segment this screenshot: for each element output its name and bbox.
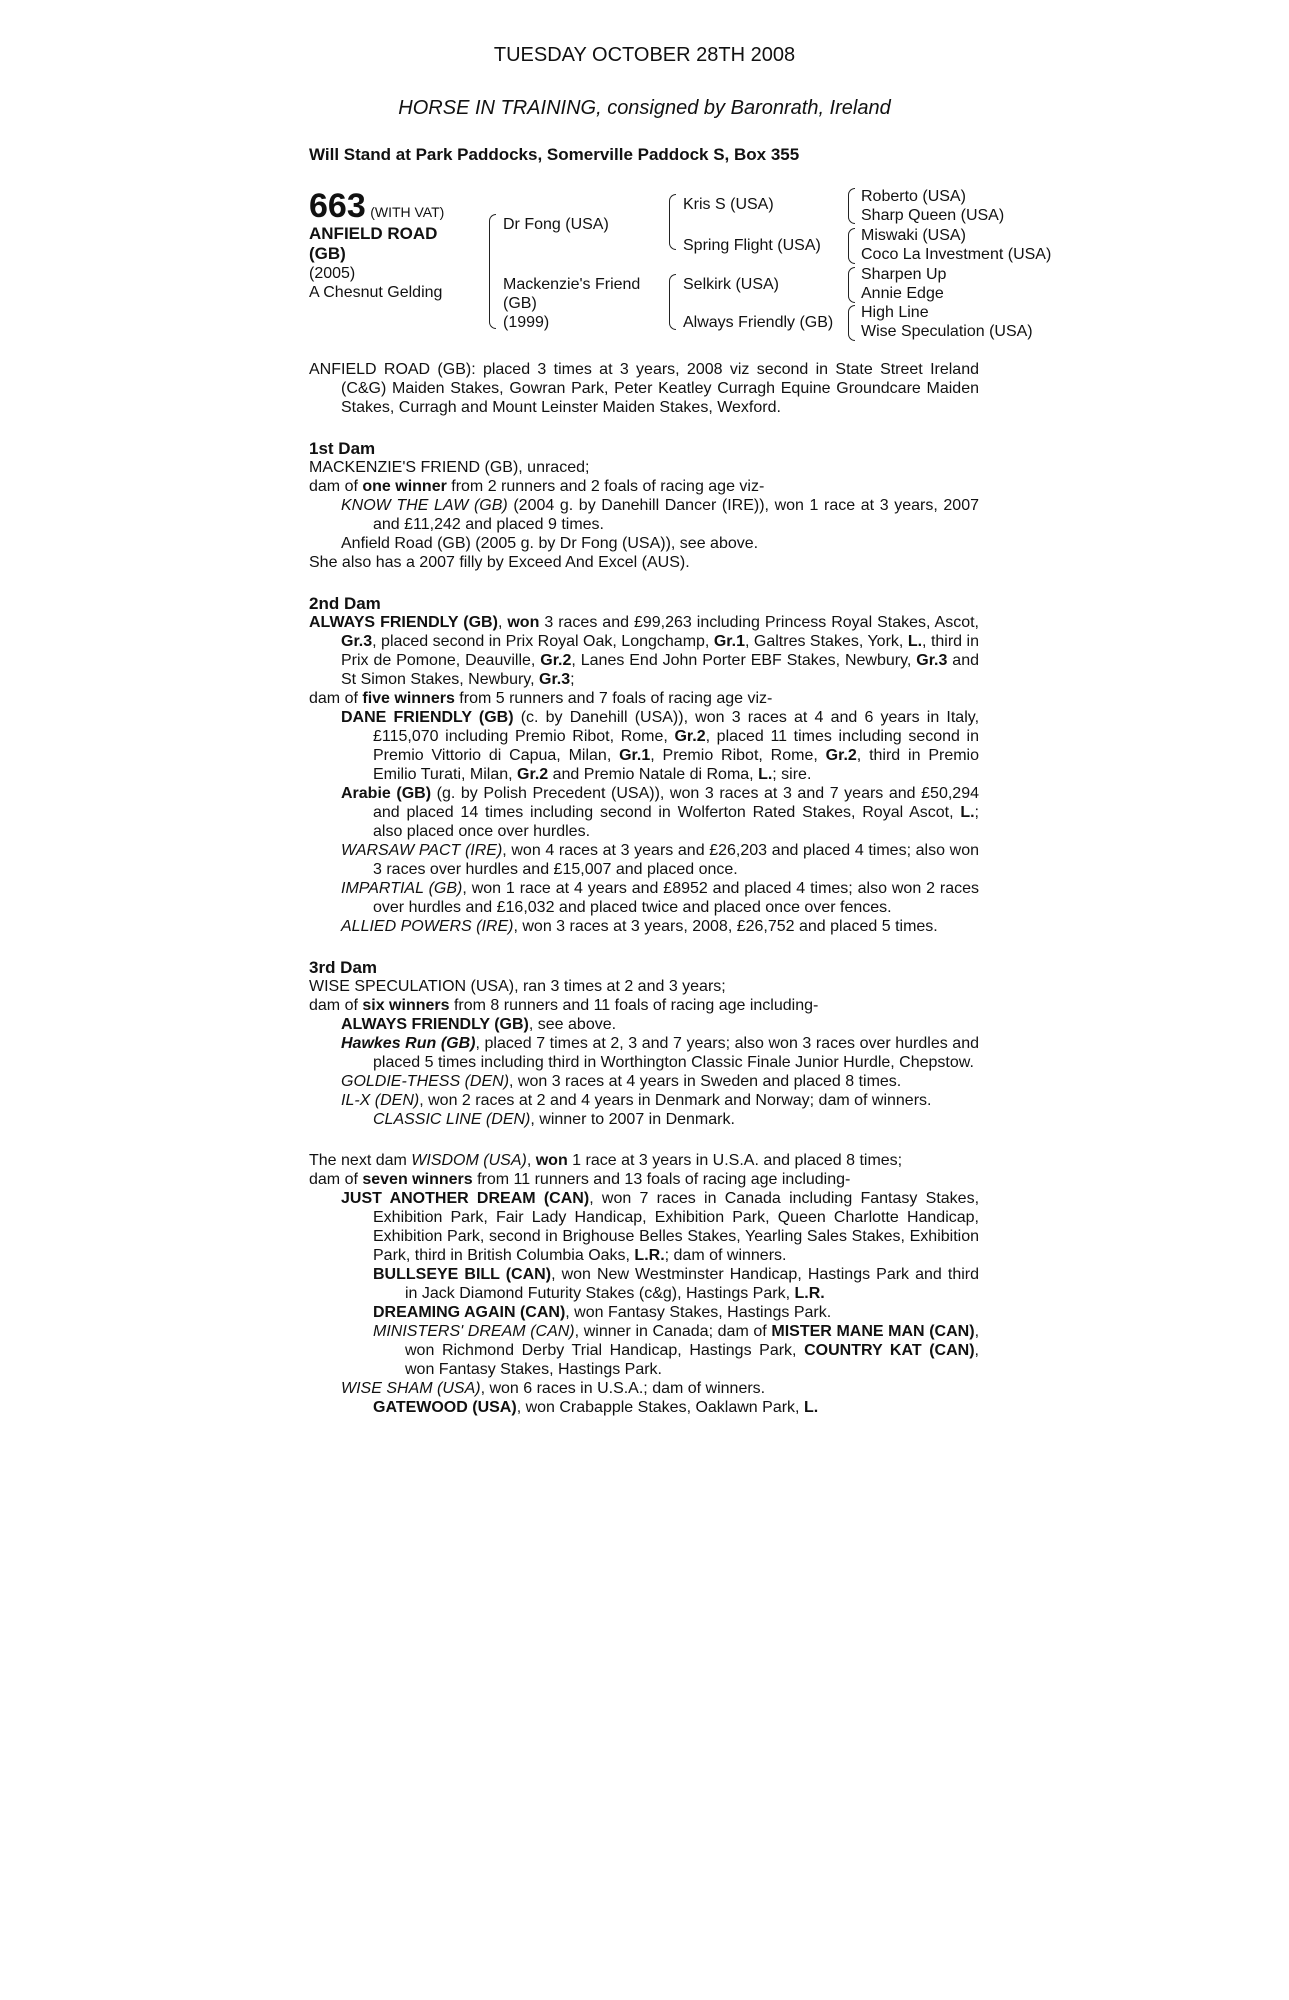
sale-date: TUESDAY OCTOBER 28TH 2008 bbox=[493, 44, 796, 66]
next-dam-section bbox=[309, 1151, 979, 1417]
pedigree-sire-dam: Spring Flight (USA) bbox=[683, 237, 821, 254]
third-dam-heading: 3rd Dam bbox=[309, 958, 378, 977]
produce-arabie: Arabie (GB) (g. by Polish Precedent (USA)), won 3 races at 3 and 7 years and £50,294 and placed 14 times including second in Wolferton Rated Stakes, Royal Ascot, L.; also placed once over hurdles. bbox=[341, 785, 979, 840]
first-dam-section bbox=[309, 439, 979, 572]
produce-ministers-dream: MINISTERS' DREAM (CAN), winner in Canada; dam of MISTER MANE MAN (CAN), won Richmond Derby Trial Handicap, Hastings Park, COUNTRY KAT (CAN), won Fantasy Stakes, Hastings Park. bbox=[373, 1323, 980, 1378]
produce-dreaming-again: DREAMING AGAIN (CAN), won Fantasy Stakes, Hastings Park. bbox=[373, 1304, 832, 1321]
pedigree-ddd: Wise Speculation (USA) bbox=[861, 323, 1033, 340]
third-dam-section bbox=[309, 958, 979, 1129]
foaling-year: (2005) bbox=[309, 265, 356, 282]
horse-description: A Chesnut Gelding bbox=[309, 284, 443, 301]
pedigree-brace-dam bbox=[669, 274, 676, 330]
pedigree-brace-sd bbox=[848, 228, 855, 264]
pedigree-sire: Dr Fong (USA) bbox=[503, 216, 609, 233]
produce-classic-line: CLASSIC LINE (DEN), winner to 2007 in Denmark. bbox=[373, 1111, 735, 1128]
pedigree-dam-line2: (GB) bbox=[503, 295, 537, 312]
pedigree-sss: Roberto (USA) bbox=[861, 188, 966, 205]
produce-allied-powers: ALLIED POWERS (IRE), won 3 races at 3 years, 2008, £26,752 and placed 5 times. bbox=[341, 918, 938, 935]
pedigree-dam-sire: Selkirk (USA) bbox=[683, 276, 780, 293]
lot-block bbox=[309, 188, 444, 302]
race-record-summary: ANFIELD ROAD (GB): placed 3 times at 3 years, 2008 viz second in State Street Ireland (C&G) Maiden Stakes, Gowran Park, Peter Keatley Curragh Equine Groundcare Maiden Stakes, Curragh and Mount Leinster Maiden Stakes, Wexford. bbox=[309, 361, 979, 416]
pedigree-brace-main bbox=[489, 214, 496, 329]
pedigree-dam-dam: Always Friendly (GB) bbox=[683, 314, 834, 331]
pedigree-dam-line1: Mackenzie's Friend bbox=[503, 276, 641, 293]
first-dam-produce-line: dam of one winner from 2 runners and 2 foals of racing age viz- bbox=[309, 478, 765, 495]
third-dam-intro: WISE SPECULATION (USA), ran 3 times at 2 and 3 years; bbox=[309, 978, 726, 995]
horse-name-line2: (GB) bbox=[309, 244, 346, 263]
produce-goldie-thess: GOLDIE-THESS (DEN), won 3 races at 4 years in Sweden and placed 8 times. bbox=[341, 1073, 902, 1090]
stand-location: Will Stand at Park Paddocks, Somerville Paddock S, Box 355 bbox=[309, 145, 800, 164]
pedigree-brace-sire bbox=[669, 194, 676, 250]
produce-anfield-road: Anfield Road (GB) (2005 g. by Dr Fong (USA)), see above. bbox=[341, 535, 759, 552]
produce-impartial: IMPARTIAL (GB), won 1 race at 4 years and £8952 and placed 4 times; also won 2 races over hurdles and £16,032 and placed twice and placed once over fences. bbox=[341, 880, 979, 916]
pedigree-dsd: Annie Edge bbox=[861, 285, 944, 302]
pedigree-ssd: Sharp Queen (USA) bbox=[861, 207, 1005, 224]
produce-wise-sham: WISE SHAM (USA), won 6 races in U.S.A.; dam of winners. bbox=[341, 1380, 766, 1397]
first-dam-also: She also has a 2007 filly by Exceed And Excel (AUS). bbox=[309, 554, 690, 571]
pedigree-dds: High Line bbox=[861, 304, 929, 321]
second-dam-heading: 2nd Dam bbox=[309, 594, 381, 613]
pedigree-brace-ss bbox=[848, 188, 855, 224]
produce-always-friendly: ALWAYS FRIENDLY (GB), see above. bbox=[341, 1016, 617, 1033]
produce-just-another-dream: JUST ANOTHER DREAM (CAN), won 7 races in Canada including Fantasy Stakes, Exhibition Park, Fair Lady Handicap, Exhibition Park, Queen Charlotte Handicap, Exhibition Park, second in Brighouse Belles Stakes, Yearling Sales Stakes, Exhibition Park, third in British Columbia Oaks, L.R.; dam of winners. bbox=[341, 1190, 980, 1264]
produce-know-the-law: KNOW THE LAW (GB) (2004 g. by Danehill Dancer (IRE)), won 1 race at 3 years, 2007 and £11,242 and placed 9 times. bbox=[341, 497, 979, 533]
second-dam-produce-line: dam of five winners from 5 runners and 7 foals of racing age viz- bbox=[309, 690, 773, 707]
pedigree-brace-ds bbox=[848, 267, 855, 303]
lot-number: 663 bbox=[309, 187, 366, 225]
next-dam-produce-line: dam of seven winners from 11 runners and 13 foals of racing age including- bbox=[309, 1171, 851, 1188]
produce-hawkes-run: Hawkes Run (GB), placed 7 times at 2, 3 and 7 years; also won 3 races over hurdles and placed 5 times including third in Worthington Classic Finale Junior Hurdle, Chepstow. bbox=[341, 1035, 979, 1071]
second-dam-section bbox=[309, 594, 979, 936]
pedigree-sdd: Coco La Investment (USA) bbox=[861, 246, 1052, 263]
pedigree-dam-line3: (1999) bbox=[503, 314, 550, 331]
produce-warsaw-pact: WARSAW PACT (IRE), won 4 races at 3 years and £26,203 and placed 4 times; also won 3 races over hurdles and £15,007 and placed once. bbox=[341, 842, 979, 878]
horse-name-line1: ANFIELD ROAD bbox=[309, 224, 438, 243]
produce-bullseye-bill: BULLSEYE BILL (CAN), won New Westminster Handicap, Hastings Park and third in Jack Diamond Futurity Stakes (c&g), Hastings Park, L.R. bbox=[373, 1266, 980, 1302]
first-dam-heading: 1st Dam bbox=[309, 439, 376, 458]
produce-gatewood: GATEWOOD (USA), won Crabapple Stakes, Oaklawn Park, L. bbox=[373, 1399, 819, 1416]
first-dam-intro: MACKENZIE'S FRIEND (GB), unraced; bbox=[309, 459, 590, 476]
third-dam-produce-line: dam of six winners from 8 runners and 11 foals of racing age including- bbox=[309, 997, 819, 1014]
produce-dane-friendly: DANE FRIENDLY (GB) (c. by Danehill (USA)), won 3 races at 4 and 6 years in Italy, £115,070 including Premio Ribot, Rome, Gr.2, placed 11 times including second in Premio Vittorio di Capua, Milan, Gr.1, Premio Ribot, Rome, Gr.2, third in Premio Emilio Turati, Milan, Gr.2 and Premio Natale di Roma, L.; sire. bbox=[341, 709, 980, 783]
lot-vat: (WITH VAT) bbox=[370, 204, 445, 220]
consignment-subtitle: HORSE IN TRAINING, consigned by Baronrath, Ireland bbox=[398, 97, 891, 119]
pedigree-dss: Sharpen Up bbox=[861, 266, 947, 283]
second-dam-record: ALWAYS FRIENDLY (GB), won 3 races and £99,263 including Princess Royal Stakes, Ascot, Gr.3, placed second in Prix Royal Oak, Longchamp, Gr.1, Galtres Stakes, York, L., third in Prix de Pomone, Deauville, Gr.2, Lanes End John Porter EBF Stakes, Newbury, Gr.3 and St Simon Stakes, Newbury, Gr.3; bbox=[309, 614, 980, 688]
pedigree-brace-dd bbox=[848, 305, 855, 341]
next-dam-intro: The next dam WISDOM (USA), won 1 race at 3 years in U.S.A. and placed 8 times; bbox=[309, 1152, 903, 1169]
produce-il-x: IL-X (DEN), won 2 races at 2 and 4 years in Denmark and Norway; dam of winners. bbox=[341, 1092, 932, 1109]
pedigree-sds: Miswaki (USA) bbox=[861, 227, 966, 244]
catalogue-content bbox=[309, 360, 979, 1417]
pedigree-sire-sire: Kris S (USA) bbox=[683, 196, 774, 213]
